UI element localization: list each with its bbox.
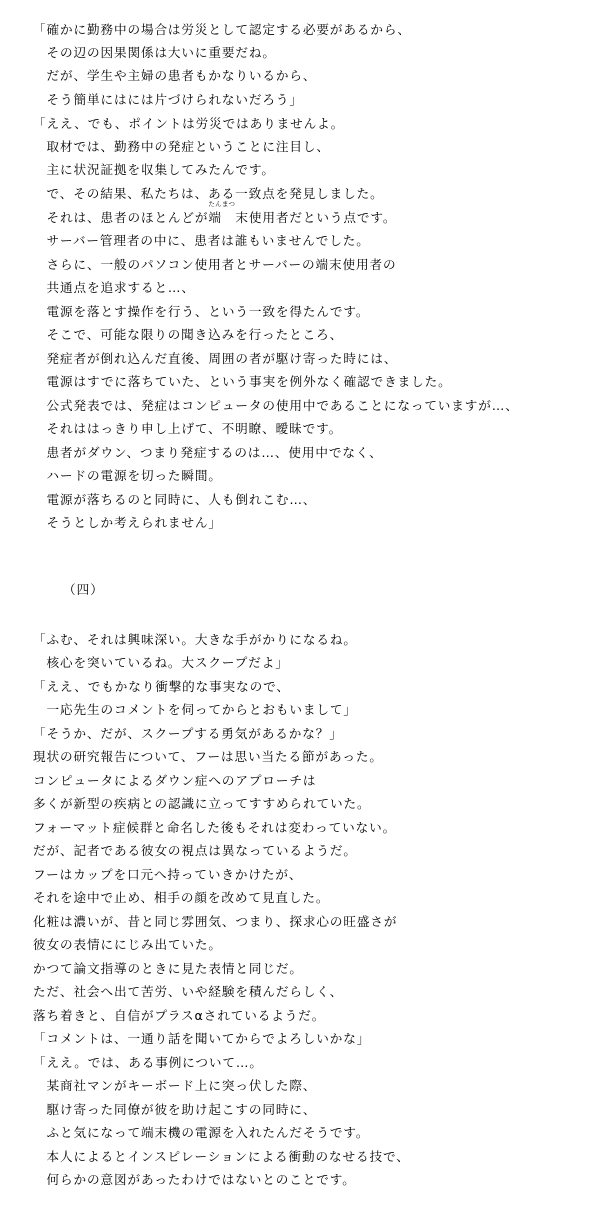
text-line: だが、記者である彼女の視点は異なっているようだ。: [33, 843, 357, 858]
text-line: 落ち着きと、自信がプラスαされているようだ。: [33, 1008, 326, 1023]
text-line: それははっきり申し上げて、不明瞭、曖昧です。: [33, 421, 343, 436]
text-line: サーバー管理者の中に、患者は誰もいませんでした。: [33, 233, 370, 248]
text-line: ただ、社会へ出て苦労、いや経験を積んだらしく、: [33, 984, 344, 999]
text-line: さらに、一般のパソコン使用者とサーバーの端末使用者の: [33, 257, 397, 272]
text-line: フォーマット症候群と命名した後もそれは変わっていない。: [33, 820, 397, 835]
text-line-with-ruby: [33, 200, 397, 226]
text-line: 彼女の表情ににじみ出ていた。: [33, 937, 222, 952]
text-line: 公式発表では、発症はコンピュータの使用中であることになっていますが…、: [33, 398, 519, 413]
text-line: 主に状況証拠を収集してみたんです。: [33, 162, 275, 177]
text-line: 「そうか、だが、スクープする勇気があるかな？」: [33, 726, 343, 741]
text-line: ハードの電源を切った瞬間。: [33, 468, 222, 483]
text-line: 一応先生のコメントを伺ってからとおもいまして」: [33, 702, 357, 717]
text-line: 電源はすでに落ちていた、という事実を例外なく確認できました。: [33, 374, 452, 389]
text-line: コンピュータによるダウン症へのアプローチは: [33, 773, 317, 788]
text-line: で、その結果、私たちは、ある一致点を発見しました。: [33, 186, 384, 201]
ruby-base: 端 末: [208, 210, 249, 225]
text-line: 本人によるとインスピレーションによる衝動のなせる技で、: [33, 1149, 410, 1164]
section-heading: （四）: [63, 582, 104, 597]
text-line: だが、学生や主婦の患者もかなりいるから、: [33, 68, 317, 83]
text-line: 取材では、勤務中の発症ということに注目し、: [33, 139, 330, 154]
text-line: フーはカップを口元へ持っていきかけたが、: [33, 867, 303, 882]
ruby-line-after: 使用者だという点です。: [248, 210, 397, 225]
text-line: 「ええ。では、ある事例について…。: [33, 1055, 263, 1070]
text-line: 某商社マンがキーボード上に突っ伏した際、: [33, 1078, 317, 1093]
text-line: 「コメントは、一通り話を聞いてからでよろしいかな」: [33, 1031, 371, 1046]
text-line: 発症者が倒れ込んだ直後、周囲の者が駆け寄った時には、: [33, 351, 398, 366]
ruby-reading: たんまつ: [208, 200, 236, 208]
text-line: 共通点を追求すると…、: [33, 280, 195, 295]
text-line: それを途中で止め、相手の顔を改めて見直した。: [33, 890, 330, 905]
text-line: 核心を突いているね。大スクープだよ」: [33, 655, 289, 670]
text-line: 駆け寄った同僚が彼を助け起こすの同時に、: [33, 1102, 317, 1117]
text-line: 患者がダウン、つまり発症するのは…、使用中でなく、: [33, 445, 383, 460]
text-line: 化粧は濃いが、昔と同じ雰囲気、つまり、探求心の旺盛さが: [33, 914, 398, 929]
ruby-line-before: それは、患者のほとんどが: [33, 210, 209, 225]
text-line: そこで、可能な限りの聞き込みを行ったところ、: [33, 327, 344, 342]
text-line: 電源が落ちるのと同時に、人も倒れこむ…、: [33, 492, 317, 507]
text-line: そうとしか考えられません」: [33, 515, 222, 530]
text-line: 何らかの意図があったわけではないとのことです。: [33, 1172, 356, 1187]
text-line: ふと気になって端末機の電源を入れたんだそうです。: [33, 1125, 370, 1140]
text-line: 「ふむ、それは興味深い。大きな手がかりになるね。: [33, 632, 357, 647]
ruby-annotated-word: [208, 200, 249, 226]
text-line: 「ええ、でもかなり衝撃的な事実なので、: [33, 679, 290, 694]
text-line: その辺の因果関係は大いに重要だね。: [33, 45, 276, 60]
text-line: 「ええ、でも、ポイントは労災ではありませんよ。: [33, 116, 345, 131]
text-line: そう簡単にはには片づけられないだろう」: [33, 92, 303, 107]
text-line: 電源を落とす操作を行う、という一致を得たんです。: [33, 304, 370, 319]
text-line: 「確かに勤務中の場合は労災として認定する必要があるから、: [33, 22, 411, 37]
text-line: かつて論文指導のときに見た表情と同じだ。: [33, 961, 303, 976]
text-line: 現状の研究報告について、フーは思い当たる節があった。: [33, 749, 383, 764]
text-line: 多くが新型の疾病との認識に立ってすすめられていた。: [33, 796, 371, 811]
